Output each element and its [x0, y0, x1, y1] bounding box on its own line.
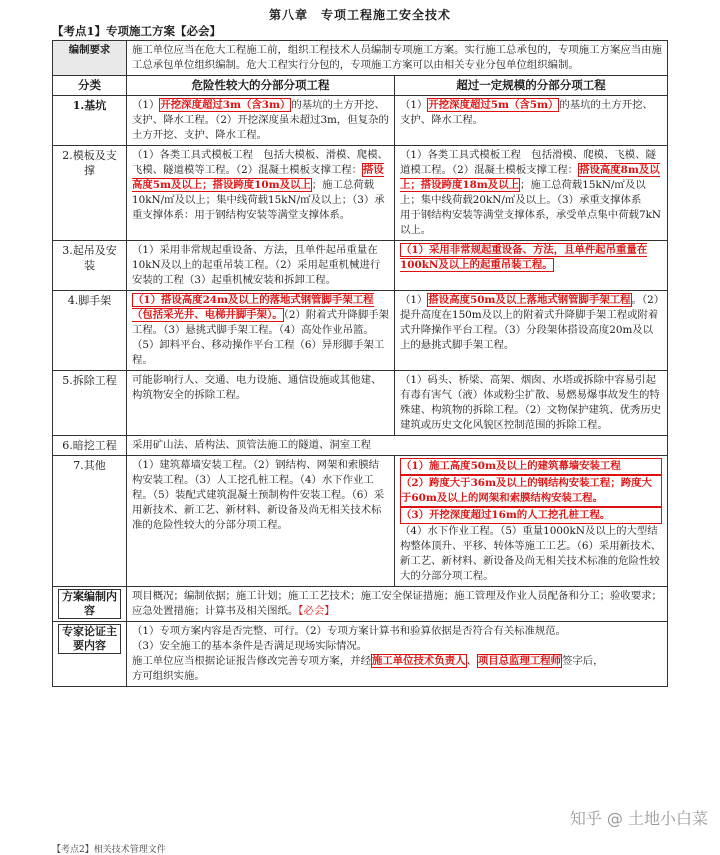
footer-next-point: 【考点2】相关技术管理文件	[52, 845, 166, 855]
highlight-box: 搭设高度8m及以上；搭设跨度18m及以上	[400, 164, 660, 191]
safety-plan-table	[52, 40, 668, 687]
must-tag: 【必会】	[298, 605, 335, 617]
plan-label: 方案编制内容	[58, 589, 121, 619]
category-cell: 6.暗挖工程	[53, 436, 127, 456]
highlight-box: （3）开挖深度超过16m的人工挖孔桩工程。	[400, 507, 662, 524]
highlight-box: 项目总监理工程师	[477, 655, 562, 667]
text: （1）各类工具式模板工程 包括大模板、滑模、爬模、飞模、隧道模等工程。（2）混凝土模板支撑工程：	[132, 149, 388, 176]
text: 施工单位应当根据论证报告修改完善专项方案，并经	[132, 655, 371, 667]
text: （1）	[400, 294, 428, 306]
expert-line-4: 方可组织实施。	[132, 670, 205, 682]
text: （1）	[132, 99, 160, 111]
highlight-box: 搭设高度5m及以上；搭设跨度10m及以上	[132, 164, 384, 191]
text: 的基坑的土方开挖、支护、降水工程。（2）开挖深度虽未超过3m，但复杂的土方开挖、支护、降水工程。	[132, 99, 389, 141]
expert-label: 专家论证主要内容	[58, 624, 121, 654]
expert-line-2: （3）安全施工的基本条件是否满足现场实际情况。	[132, 640, 368, 652]
exceeding-cell	[395, 241, 668, 291]
dangerous-cell	[127, 146, 395, 241]
dangerous-cell	[127, 96, 395, 146]
row-tunneling	[53, 436, 668, 456]
category-cell: 4.脚手架	[53, 291, 127, 371]
row-foundation-pit	[53, 96, 668, 146]
header-row	[53, 76, 668, 96]
watermark-text: 知乎 @ 土地小白菜	[569, 809, 708, 828]
plan-content-row	[53, 587, 668, 622]
exceeding-cell	[395, 96, 668, 146]
row-other	[53, 456, 668, 587]
exceeding-cell	[395, 291, 668, 371]
highlight-box: 施工单位技术负责人	[371, 655, 466, 667]
text: 。（2）提升高度在150m及以上的附着式升降脚手架工程或附着式升降操作平台工程。（3）分段架体搭设高度20m及以上的悬挑式脚手架工程。	[400, 294, 659, 351]
plan-label-cell	[53, 587, 127, 622]
text: （4）水下作业工程。（5）重量1000kN及以上的大型结构整体顶升、平移、转体等施工工艺。（6）采用新技术、新工艺、新材料、新设备及尚无相关技术标准的危险性较大的分部分项工程。	[400, 525, 662, 582]
expert-line-3	[132, 654, 662, 669]
row-lifting	[53, 241, 668, 291]
row-scaffold	[53, 291, 668, 371]
text: 、	[466, 655, 477, 667]
expert-line-1: （1）专项方案内容是否完整、可行。（2）专项方案计算书和验算依据是否符合有关标准规范。	[132, 625, 567, 637]
plan-text-cell	[127, 587, 668, 622]
row-demolition	[53, 371, 668, 436]
exceeding-cell: （1）码头、桥梁、高架、烟囱、水塔或拆除中容易引起有毒有害气（液）体或粉尘扩散、易燃易爆事故发生的特殊建、构筑物的拆除工程。（2）文物保护建筑、优秀历史建筑或历史文化风貌区控制范围的拆除工程。	[395, 371, 668, 436]
expert-label-cell	[53, 622, 127, 687]
exceeding-cell	[395, 456, 668, 587]
key-point-title: 【考点1】专项施工方案【必会】	[52, 24, 221, 38]
expert-review-row	[53, 622, 668, 687]
highlight-box: （2）跨度大于36m及以上的钢结构安装工程；跨度大于60m及以上的网架和索膜结构安装工程。	[400, 475, 662, 507]
highlight-box: （1）采用非常规起重设备、方法，且单件起吊重量在100kN及以上的起重吊装工程。	[400, 244, 648, 271]
plan-text: 项目概况；编制依据；施工计划；施工工艺技术；施工安全保证措施；施工管理及作业人员配备和分工；验收要求；应急处置措施；计算书及相关图纸。	[132, 590, 662, 617]
highlight-box: 搭设高度50m及以上落地式钢管脚手架工程	[428, 294, 631, 306]
text: （1）	[400, 99, 428, 111]
header-dangerous: 危险性较大的分部分项工程	[127, 76, 395, 96]
compile-req-text: 施工单位应当在危大工程施工前，组织工程技术人员编制专项施工方案。实行施工总承包的，专项施工方案应当由施工总承包单位组织编制。危大工程实行分包的，专项施工方案可以由相关专业分包单位组织编制。	[127, 41, 668, 76]
dangerous-cell: （1）采用非常规起重设备、方法，且单件起吊重量在10kN及以上的起重吊装工程。（2）采用起重机械进行安装的工程（3）起重机械安装和拆卸工程。	[127, 241, 395, 291]
category-cell: 3.起吊及安装	[53, 241, 127, 291]
highlight-box: （1）搭设高度24m及以上的落地式钢管脚手架工程（包括采光井、电梯井脚手架）。	[132, 294, 374, 321]
chapter-title: 第八章 专项工程施工安全技术	[268, 8, 451, 22]
compile-req-label: 编制要求	[53, 41, 127, 76]
dangerous-cell: 可能影响行人、交通、电力设施、通信设施或其他建、构筑物安全的拆除工程。	[127, 371, 395, 436]
row-formwork	[53, 146, 668, 241]
category-cell: 1.基坑	[53, 96, 127, 146]
highlight-box: 开挖深度超过5m（含5m）	[428, 99, 559, 111]
exceeding-cell	[395, 146, 668, 241]
category-cell: 2.模板及支撑	[53, 146, 127, 241]
expert-text-cell	[127, 622, 668, 687]
dangerous-cell	[127, 291, 395, 371]
text: 签字后，	[562, 655, 604, 667]
compile-requirement-row	[53, 41, 668, 76]
text: 的基坑的土方开挖、支护、降水工程。	[400, 99, 653, 126]
text: （1）各类工具式模板工程 包括滑模、爬模、飞模、隧道模工程。（2）混凝土模板支撑工程：	[400, 149, 656, 176]
watermark	[570, 806, 708, 829]
header-category: 分类	[53, 76, 127, 96]
highlight-box: 开挖深度超过3m（含3m）	[160, 99, 291, 111]
text: ；施工总荷载15kN/㎡及以上；集中线荷载20kN/㎡及以上。（3）承重支撑体系 用于钢结构安装等满堂支撑体系，承受单点集中荷载7kN以上。	[400, 179, 661, 236]
tunneling-text: 采用矿山法、盾构法、顶管法施工的隧道、洞室工程	[127, 436, 668, 456]
text: ；施工总荷载10kN/㎡及以上；集中线荷载15kN/㎡及以上；（3）承重支撑体系：用于钢结构安装等满堂支撑体系。	[132, 179, 385, 221]
text: （2）附着式升降脚手架工程。（3）悬挑式脚手架工程。（4）高处作业吊篮。（5）卸料平台、移动操作平台工程（6）异形脚手架工程。	[132, 309, 389, 366]
header-exceeding: 超过一定规模的分部分项工程	[395, 76, 668, 96]
dangerous-cell: （1）建筑幕墙安装工程。（2）钢结构、网架和索膜结构安装工程。（3）人工挖孔桩工程。（4）水下作业工程。（5）装配式建筑混凝土预制构件安装工程。（6）采用新技术、新工艺、新材料、新设备及尚无相关技术标准的危险性较大的分部分项工程。	[127, 456, 395, 587]
category-cell: 5.拆除工程	[53, 371, 127, 436]
category-cell: 7.其他	[53, 456, 127, 587]
highlight-box: （1）施工高度50m及以上的建筑幕墙安装工程	[400, 458, 662, 475]
